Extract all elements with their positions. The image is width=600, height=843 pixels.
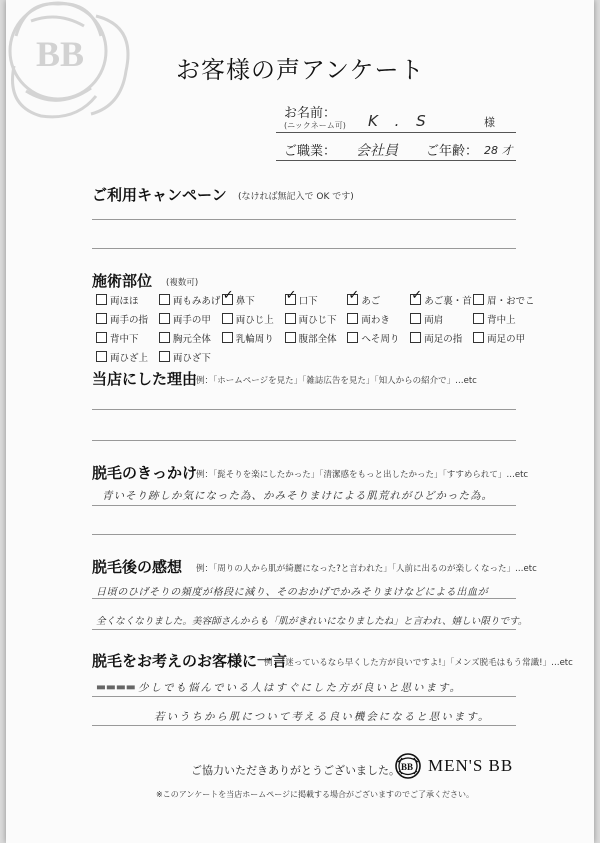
treatment-option-label: 両わき: [361, 314, 390, 326]
impression-line-2: [92, 629, 516, 630]
treatment-option[interactable]: [159, 293, 222, 306]
treatment-option[interactable]: [410, 293, 473, 306]
treatment-checkbox[interactable]: [410, 332, 421, 343]
treatment-option[interactable]: [347, 331, 410, 344]
message-note: 例：「迷っているなら早くした方が良いですよ!」「メンズ脱毛はもう常識!」…etc: [264, 658, 573, 668]
treatment-option-label: 口下: [298, 295, 318, 307]
treatment-option-label: 両もみあげ: [172, 295, 221, 307]
watermark-logo-text: BB: [36, 34, 85, 74]
treatment-option[interactable]: [222, 331, 285, 344]
message-answer-1: 少しでも悩んでいる人はすぐにした方が良いと思います。: [138, 682, 463, 694]
trigger-line-1: [92, 505, 516, 506]
treatment-option-label: 両足の甲: [487, 333, 526, 345]
trigger-line-2: [92, 534, 516, 535]
treatment-option-label: あご: [361, 295, 381, 307]
reason-line-1: [92, 409, 516, 410]
reason-line-2: [92, 440, 516, 441]
job-label: ご職業：: [284, 144, 337, 159]
treatment-option[interactable]: [410, 312, 473, 325]
treatment-option[interactable]: [96, 331, 159, 344]
treatment-option-label: 背中下: [110, 333, 139, 345]
treatment-checkbox[interactable]: [159, 332, 170, 343]
treatment-option[interactable]: [96, 312, 159, 325]
treatment-option-label: 両ひじ下: [298, 314, 337, 326]
treatment-option[interactable]: [96, 293, 159, 306]
treatment-option[interactable]: [222, 293, 285, 306]
age-value: 28 才: [484, 144, 513, 157]
message-struck-text: ▬▬▬▬: [96, 681, 136, 693]
treatment-checkbox[interactable]: [222, 332, 233, 343]
name-underline: [276, 132, 516, 133]
treatment-option-label: 背中上: [487, 314, 516, 326]
impression-answer-1: 日頃のひげそりの頻度が格段に減り、そのおかげでかみそりまけなどによる出血が: [96, 587, 489, 598]
campaign-title: ご利用キャンペーン: [92, 186, 227, 204]
treatment-checkbox[interactable]: [410, 313, 421, 324]
treatment-note: (複数可): [166, 278, 199, 288]
treatment-option-label: 両肩: [424, 314, 444, 326]
trigger-note: 例：「髭そりを楽にしたかった」「清潔感をもっと出したかった」「すすめられて」…etc: [196, 470, 529, 480]
treatment-checkbox[interactable]: [96, 351, 107, 362]
treatment-option-label: 両ほほ: [110, 295, 139, 307]
brand-name: MEN'S BB: [428, 756, 514, 775]
treatment-option[interactable]: [473, 331, 536, 344]
treatment-option-label: 眉・おでこ: [487, 295, 535, 307]
impression-answer-2: 全くなくなりました。美容師さんからも「肌がきれいになりましたね」と言われ、嬉しい限りです。: [96, 616, 528, 627]
treatment-option[interactable]: [347, 312, 410, 325]
treatment-option-label: 両ひざ上: [110, 352, 149, 364]
message-title: 脱毛をお考えのお客様に一言: [92, 652, 288, 670]
trigger-answer: 青いそり跡しか気になった為、かみそりまけによる肌荒れがひどかった為。: [102, 490, 493, 502]
treatment-option-label: 鼻下: [235, 295, 255, 307]
brand-logo-mark-text: BB: [401, 762, 414, 772]
treatment-checkbox[interactable]: [347, 294, 358, 305]
survey-sheet: [6, 0, 594, 843]
treatment-checkbox[interactable]: [96, 313, 107, 324]
treatment-option-label: 腹部全体: [298, 333, 337, 345]
treatment-checkbox[interactable]: [285, 294, 296, 305]
treatment-checkbox-grid: [96, 293, 536, 363]
campaign-line-1: [92, 219, 516, 220]
job-value: 会社員: [356, 143, 398, 159]
brand-logo: [394, 752, 513, 780]
campaign-line-2: [92, 248, 516, 249]
page-title: お客様の声アンケート: [176, 56, 425, 84]
campaign-note: (なければ無記入で OK です): [238, 192, 354, 202]
treatment-option[interactable]: [285, 312, 348, 325]
treatment-option[interactable]: [410, 331, 473, 344]
treatment-option-label: 乳輪周り: [235, 333, 274, 345]
name-sub-label: (ニックネーム可): [284, 121, 346, 130]
treatment-option-label: へそ周り: [361, 333, 400, 345]
treatment-option[interactable]: [159, 350, 222, 363]
treatment-checkbox[interactable]: [473, 332, 484, 343]
age-label: ご年齢：: [426, 144, 479, 159]
treatment-option-label: 両ひじ上: [235, 314, 274, 326]
rose-logo-watermark-icon: [6, 0, 166, 146]
treatment-checkbox[interactable]: [410, 294, 421, 305]
thanks-text: ご協力いただきありがとうございました。: [191, 764, 400, 777]
treatment-option[interactable]: [473, 312, 536, 325]
footer-notice: ※このアンケートを当店ホームページに掲載する場合がございますのでご了承ください。: [156, 790, 475, 799]
impression-line-1: [92, 598, 516, 599]
treatment-checkbox[interactable]: [285, 332, 296, 343]
treatment-checkbox[interactable]: [159, 294, 170, 305]
treatment-option[interactable]: [285, 331, 348, 344]
treatment-option[interactable]: [159, 331, 222, 344]
treatment-option[interactable]: [159, 312, 222, 325]
treatment-checkbox[interactable]: [222, 294, 233, 305]
treatment-checkbox[interactable]: [159, 313, 170, 324]
impression-note: 例：「周りの人から肌が綺麗になった?と言われた」「人前に出るのが楽しくなった」…etc: [196, 564, 537, 574]
treatment-option[interactable]: [222, 312, 285, 325]
treatment-option[interactable]: [96, 350, 159, 363]
treatment-checkbox[interactable]: [347, 332, 358, 343]
treatment-option-label: あご裏・首: [424, 295, 472, 307]
treatment-option-label: 両手の指: [110, 314, 149, 326]
treatment-checkbox[interactable]: [473, 294, 484, 305]
treatment-option-label: 両足の指: [424, 333, 463, 345]
rose-logo-icon: [394, 752, 422, 780]
name-value: K . S: [368, 112, 432, 130]
treatment-option[interactable]: [347, 293, 410, 306]
trigger-title: 脱毛のきっかけ: [92, 464, 198, 482]
message-line-2: [92, 725, 516, 726]
message-answer-2: 若いうちから肌について考える良い機会になると思います。: [154, 711, 491, 723]
treatment-option-label: 胸元全体: [172, 333, 211, 345]
treatment-option-label: 両ひざ下: [172, 352, 211, 364]
treatment-checkbox[interactable]: [96, 332, 107, 343]
treatment-title: 施術部位: [92, 272, 153, 290]
treatment-checkbox[interactable]: [96, 294, 107, 305]
treatment-checkbox[interactable]: [222, 313, 233, 324]
treatment-checkbox[interactable]: [473, 313, 484, 324]
treatment-checkbox[interactable]: [159, 351, 170, 362]
impression-title: 脱毛後の感想: [92, 558, 183, 576]
reason-title: 当店にした理由: [92, 370, 198, 388]
treatment-option-label: 両手の甲: [172, 314, 211, 326]
treatment-option[interactable]: [285, 293, 348, 306]
name-label: お名前：: [284, 106, 337, 121]
message-line-1: [92, 696, 516, 697]
reason-note: 例：「ホームページを見た」「雑誌広告を見た」「知人からの紹介で」…etc: [196, 376, 477, 386]
treatment-checkbox[interactable]: [347, 313, 358, 324]
treatment-checkbox[interactable]: [285, 313, 296, 324]
treatment-option[interactable]: [473, 293, 536, 306]
job-underline: [276, 160, 516, 161]
honorific-label: 様: [484, 116, 495, 129]
